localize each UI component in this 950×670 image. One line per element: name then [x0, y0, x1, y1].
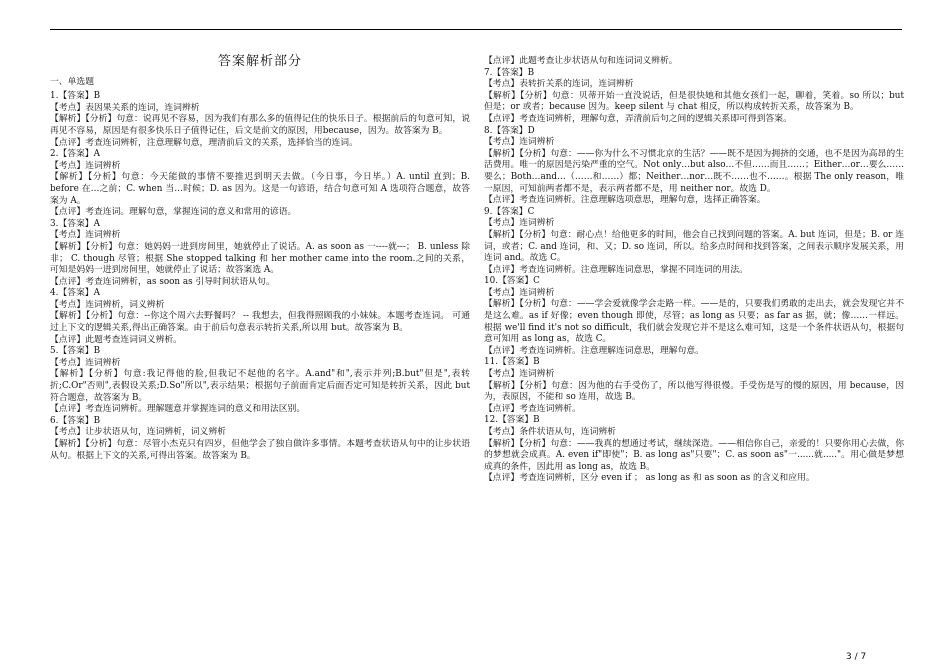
answer-line: 【点评】考查连词辨析。 [484, 403, 581, 414]
answer-line: 【解析】【分析】句意：她妈妈一进到房间里，她就停止了说话。A. as soon as 一----就---； B. unless 除非； C. though 尽管；根据 She stopped talking 和 her mother came into the room.之间的关系，可知是妈妈一进到房间里，她就停止了说话；故答案选 A。 [50, 241, 470, 276]
answer-line: 【考点】连词辨析，词义辨析 [50, 299, 165, 310]
answer-line: 【考点】连词辨析 [484, 287, 555, 298]
right-column [484, 56, 904, 485]
answer-line: 【考点】表因果关系的连词，连词辨析 [50, 102, 200, 113]
answer-line: 【考点】让步状语从句，连词辨析，词义辨析 [50, 427, 226, 438]
answer-line: 【点评】考查连词辨析。注意理解连词意思，理解句意。 [484, 345, 704, 356]
answer-line: 2.【答案】A [50, 149, 100, 160]
answer-line: 【点评】考查连词辨析，注意理解句意，理清前后文的关系，选择恰当的连词。 [50, 137, 358, 148]
answer-line: 【点评】考查连词辨析。注意理解选项意思，理解句意，选择正确答案。 [484, 195, 766, 206]
page-number: 3 / 7 [846, 652, 867, 662]
answer-line: 【解析】【分析】句意：今天能做的事情不要推迟到明天去做。（今日事，今日毕。）A. until 直到；B. before 在…之前；C. when 当…时候；D. as 因为。这是一句谚语，结合句意可知 A 选项符合题意，故答案为 A。 [50, 172, 470, 206]
answer-line: 4.【答案】A [50, 288, 100, 299]
right-answer-list [484, 56, 904, 485]
answer-line: 6.【答案】B [50, 415, 101, 426]
answer-line: 【解析】【分析】句意：因为他的右手受伤了，所以他写得很慢。手受伤是写的慢的原因，用 because，因为，表原因，不能和 so 连用，故选 B。 [484, 380, 904, 403]
answer-line: 11.【答案】B [484, 357, 540, 368]
answer-line: 12.【答案】B [484, 415, 540, 426]
answer-line: 【解析】【分析】句意：尽管小杰克只有四岁，但他学会了独自做许多事情。本题考查状语从句中的让步状语从句。根据上下文的关系,可得出答案。故答案为 B。 [50, 439, 470, 461]
answer-line: 【解析】【分析】句意:我记得他的脸,但我记不起他的名字。A.and"和",表示并列;B.but"但是",表转折;C.Or"否则",表假设关系;D.So"所以",表示结果；根据句子前面肯定后面否定可知是转折关系，因此 but 符合题意，故答案为 B。 [50, 369, 470, 403]
answer-line: 【考点】表转折关系的连词，连词辨析 [484, 79, 634, 90]
answer-line: 【点评】此题考查让步状语从句和连词词义辨析。 [484, 56, 678, 66]
answer-line: 5.【答案】B [50, 346, 101, 357]
answer-line: 【考点】连词辨析 [484, 218, 555, 229]
answer-line: 3.【答案】A [50, 218, 100, 229]
answer-line: 8.【答案】D [484, 125, 535, 136]
answer-line: 【点评】考查连词。理解句意，掌握连词的意义和常用的谚语。 [50, 207, 297, 218]
answer-line: 【解析】【分析】句意：——我真的想通过考试，继续深造。——相信你自己，亲爱的！只要你用心去做，你的梦想就会成真。A. even if"即使"；B. as long as"只要"；C. as soon as"一......就....."。用心做是梦想成真的条件，因此用 as long as，故选 B。 [484, 438, 904, 472]
answer-line: 【点评】考查连词辨析，as soon as 引导时间状语从句。 [50, 276, 275, 287]
answer-line: 【考点】连词辨析 [484, 137, 555, 148]
left-answer-list [50, 91, 470, 462]
answer-line: 【点评】考查连词辨析。理解题意并掌握连词的意义和用法区别。 [50, 404, 306, 415]
answer-line: 【点评】考查连词辨析。注意理解连词意思，掌握不同连词的用法。 [484, 264, 748, 275]
answer-line: 【考点】条件状语从句，连词辨析 [484, 427, 616, 437]
answer-line: 10.【答案】C [484, 276, 540, 287]
answer-line: 1.【答案】B [50, 91, 101, 102]
section-heading: 一、单选题 [50, 76, 94, 87]
answer-line: 【解析】【分析】句意：贝蒂开始一直没说话，但是很快她和其他女孩们一起，聊着，笑着。so 所以；but 但是；or 或者；because 因为。keep silent 与 chat 相反，所以构成转折关系，故答案为 B。 [484, 90, 904, 113]
answer-line: 【考点】连词辨析 [484, 369, 555, 380]
answer-line: 【考点】连词辨析 [50, 230, 121, 241]
left-column [50, 56, 470, 462]
page-title: 答案解析部分 [217, 54, 302, 69]
answer-line: 【解析】【分析】句意：--你这个周六去野餐吗？ -- 我想去，但我得照顾我的小妹妹。本题考查连词。 可通过上下文的逻辑关系,得出正确答案。由于前后句意表示转折关系,所以用 but。故答案为 B。 [50, 311, 470, 334]
answer-line: 【解析】【分析】句意：耐心点！给他更多的时间，他会自己找到问题的答案。A. but 连词，但是；B. or 连词，或者；C. and 连词，和、又；D. so 连词，所以。给多点时间和找到答案，之间表示顺序发展关系，用连词 and。故选 C。 [484, 229, 904, 264]
answer-line: 9.【答案】C [484, 206, 535, 217]
answer-line: 【点评】考查连词辨析，理解句意，弄清前后句之间的逻辑关系即可得到答案。 [484, 113, 792, 124]
answer-line: 【解析】【分析】句意：——你为什么不习惯北京的生活？——既不是因为拥挤的交通，也不是因为高昂的生活费用。唯一的原因是污染严重的空气。Not only…but also…不但……而且……；Either…or…要么……要么；Both…and…（……和……）都；Neither…nor…既不……也不……。根据 The only reason，唯一原因，可知前两者都不是，表示两者都不是，用 neither nor。故选 D。 [484, 148, 904, 194]
header-rule [50, 29, 902, 30]
answer-line: 【解析】【分析】句意：——学会爱就像学会走路一样。——是的，只要我们勇敢的走出去，就会发现它并不是这么难。as if 好像；even though 即使，尽管；as long as 只要；as far as 据，就；像……一样远。根据 we'll find it's not so difficult，我们就会发现它并不是这么难可知，这是一个条件状语从句，根据句意可知用 as long as，故选 C。 [484, 299, 904, 345]
answer-line: 7.【答案】B [484, 67, 535, 78]
answer-line: 【考点】连词辨析 [50, 160, 121, 171]
answer-line: 【解析】【分析】句意：说再见不容易，因为我们有那么多的值得记住的快乐日子。根据前后的句意可知，说再见不容易，原因是有很多快乐日子值得记住，后文是前文的原因，用because，因为。故答案为 B。 [50, 114, 470, 136]
answer-line: 【点评】此题考查连词词义辨析。 [50, 334, 182, 345]
answer-line: 【考点】连词辨析 [50, 357, 121, 368]
answer-line: 【点评】考查连词辨析，区分 even if ； as long as 和 as soon as 的含义和应用。 [484, 473, 815, 484]
